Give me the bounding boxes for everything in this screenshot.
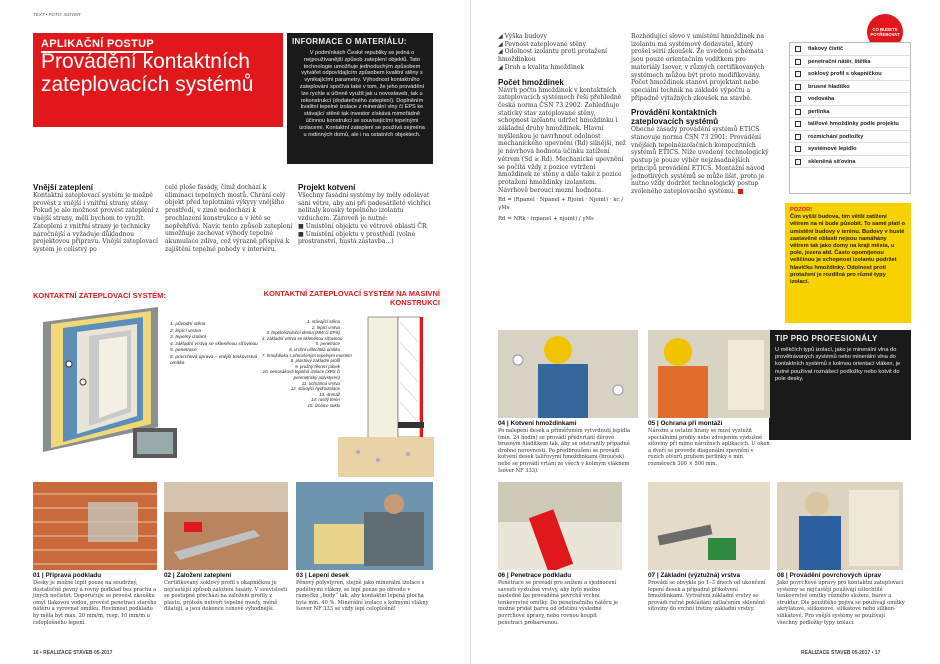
caption-step-5: 05 | Ochrana při montáži Nárožní a ostatní hrany se musí vyztužit speciálními profily nebo zdvojením výztužné síťoviny při mimo nárožních aplikacích. U oken a dveří se provede diagonální zpevnění v rozích otvorů pruhem perlinky o min. rozměrech 300 × 500 mm. [648, 420, 770, 467]
caption-step-1: 01 | Příprava podkladu Desky je možné lepit pouze na soudržný, dostatečně pevný a rovný podklad bez prachu a jiných nečistot. Doporučuje se provést zkoušku omýt tlakovou vodou, provést penetraci starého nátěru a vyrovnat omítku. Rovinnost podkladu by měla být max. 20 mm/m, resp. 10 mm/m u celoplošného lepení. [33, 572, 157, 626]
factor-4: ◢ Druh a kvalita hmoždinek [498, 63, 585, 71]
caption-step-6: 06 | Penetrace podkladu Penetrace se provádí pro snížení a sjednocení savosti výztužné vrstvy, aby bylo možno následně lze prováděná povrchů vrchní tenkovrstvé omítky. Do penetračního nátěru je možné přidat barvu od odstínu výsledné povrchové úpravy, nebo rovnou koupit penetraci probarvenou. [498, 572, 618, 626]
anchoring-bullet-2: ■ Umístění objektu v prostředí (volné prostranství, hustá zástavba...) [298, 230, 416, 246]
anchoring-bullet-1: ■ Umístění objektu ve větrové oblasti ČR [298, 222, 427, 230]
caption-step-8: 08 | Provádění povrchových úprav Jako povrchové úpravy pro kontaktní zateplovací systémy se nejčastěji používají ušlechtilé tenkovrstvé omítky různého složení, barev a struktur. Dle použitého pojiva se používají omítky akrylátové, silikonové, silikátové nebo silikon-silikátové. Pro vnější systémy se používají všechny podložky typy izolací. [777, 572, 905, 626]
checklist-item[interactable]: talířové hmoždinky podle projektu [790, 118, 910, 131]
pro-tip-text: U měkčích typů izolací, jako je minerální vlna do provětrávaných systémů nebo minerální vlna do kontaktních systémů s kolmou orientací vláken, je nutné používat roznášecí podložky nebo kotvit do pole desky. [775, 347, 901, 382]
diagram-left-title: KONTAKTNÍ ZATEPLOVACÍ SYSTÉM: [33, 291, 166, 300]
header-credit: TEXT • FOTO: ISOVER [33, 12, 81, 17]
formula-1: Rd = (Rpanel · Npanel + Rjoint · Njoint) · kc / γMs [498, 197, 624, 212]
photo-surface-preparation [33, 482, 157, 570]
checklist-item[interactable]: soklový profil s okapničkou [790, 68, 910, 81]
photo-edge-protection [648, 330, 770, 418]
footer-left: 16 • REALIZACE STAVEB 05-2017 [33, 650, 113, 656]
diagram-right-title: KONTAKTNÍ ZATEPLOVACÍ SYSTÉM NA MASIVNÍ KONSTRUKCI [263, 289, 440, 307]
section-text-anchoring: Všechny fasádní systémy by měly odolávat sání větru, aby ani při padesátileté vichřici nelítaly kousky tepelného izolantu vzduchem. Zároveň je nutné: [298, 192, 431, 223]
caption-step-2: 02 | Založení zateplení Certifikovaný soklový profil s okapničkou je nejčastější způsob založení fasády. V souvislosti se postupně přechází na založení profily z plastu, protože netvoří tepelné mosty, méně dilatují, a jsou dokonce cenově výhodnější. [164, 572, 287, 613]
info-text: V podmínkách České republiky se jedná o nejpoužívanější způsob zateplení objektů. Tato technologie umožňuje jednoduchým způsobem vytvářet odpovídajícím způsobem kvalitní stěny s vynikajícími parametry. Výhodnost kontaktního zateplování spočívá také v tom, že jeho provádění lze rychle a účinně využít jak u novostaveb, tak u rekonstrukcí (dodatečného zateplení). Doplněním kvalitní tepelné izolace z minerální vlny či EPS ke stávající stěně tak investor získává mimořádně účinnou konstrukci se souvisejícími tepelnými izolacemi. Kontaktní zateplení se používá zejména u rodinných domů, ale i na ostatních objektech. [299, 50, 425, 138]
pro-tip-title: TIP PRO PROFESIONÁLY [775, 334, 878, 343]
column-3 [298, 183, 433, 246]
photo-base-layer [648, 482, 770, 570]
diagram-right-labels: 1. stávající stěna 2. lepicí vrstva 3. tepelněizolační deska (MW či EPS) 4. základní vrstva se skleněnou síťovinou 5. penetrace 6. vrchní ušlechtilá omítka 7. hmoždinka s přerušeným tepelným mostem 8. plastový základní profil 9. pružný těsnicí pásek 10. nenasákavá tepelná izolace (XPS či perimetrický polystyren) 11. ochranná vrstva 12. stávající hydroizolace 13. drenáž 14. rostlý terén 15. izolace soklu [262, 319, 352, 408]
checklist-item[interactable]: penetrační nátěr, štětka [790, 56, 910, 69]
right-page [470, 0, 940, 664]
checklist-item[interactable]: skleněná síťovina [790, 156, 910, 169]
right-column-2 [631, 33, 771, 196]
caption-step-4: 04 | Kotvení hmoždinkami Po nalepení desek a přiměřeném vytvrdnutí lepidla (min. 24 hodin) se provádí předvrtání děrové brusným hladítkem tak, aby se odstranily případné drobné nerovnosti. Po předbroušení se provádí kotvení desek talířovými hmoždinkami (brouček) nebo se provádí vrtání ze všech v kolmým vláknem Isover NF 333). [498, 420, 630, 474]
factor-1: ◢ Výška budovy [498, 33, 547, 40]
section-title-exterior: Vnější zateplení [33, 183, 94, 192]
kicker: APLIKAČNÍ POSTUP [41, 38, 154, 53]
footer-right: REALIZACE STAVEB 05-2017 • 17 [801, 650, 881, 656]
info-title: INFORMACE O MATERIÁLU: [292, 37, 407, 46]
photo-finish-render [777, 482, 903, 570]
caption-step-3: 03 | Lepení desek Pěnový polystyren, stejně jako minerální izolace s podélnými vlákny, se lepí pouze po obvodu v rámečku „body“ tak, aby kontaktní lepená plocha byla min. 40 %. Minerální izolace s kolmými vlákny Isover NF 333 se vždy lepí celoplošně! [296, 572, 429, 613]
section-text-dowels: Návrh počtu hmoždinek v kontaktních zateplovacích systémech řeší přehledně česká norma ČSN 73 2902. Zohledňuje statický stav zateplované stěny, schopnost izolantu udržet hmoždinku i základní druhy hmoždinek. Hlavní myšlenkou je navrhnout odolnost mechanického upevnění (Rd) silnější, než je návrhová hodnota účinku zatížení větrem (Sd ≥ Rd). Mechanické upevnění se počítá vždy z pozice vytržení hmoždinek ze stěny a dále také z pozice protažení hmoždinky izolantem. Návrhově beroucí mezní hodnotu. [498, 86, 627, 194]
diagram-left-labels: 1. původní stěna 2. lepící vrstva 3. tepelný izolant 4. základní vrstva se skleněnou síťovinou 5. penetrace 6. povrchová úprava – vnější tenkovrstvá omítka [170, 322, 258, 366]
formula-2: Rd = NRk · (npanel + njoint) / γMs [498, 215, 594, 222]
checklist-item[interactable]: systémové lepidlo [790, 143, 910, 156]
title-block [33, 33, 283, 127]
section-title-dowels: Počet hmoždinek [498, 77, 564, 87]
info-box [287, 33, 433, 164]
right-column-1 [498, 33, 628, 223]
column-2 [165, 184, 293, 253]
photo-priming [498, 482, 622, 570]
warning-title: POZOR! [790, 207, 813, 213]
photo-dowel-anchoring [498, 330, 638, 418]
section-text-exterior-cont: celé ploše fasády, čímž dochází k eliminaci tepelných mostů. Chrání celý objekt před teplotními výkyvy vnějšího prostředí, v zimě nedochází k prochlazení konstrukce a v létě se nepřehřívá. Navíc tento způsob zateplení umožňuje zachovat výhody tepelné akumulace zdiva, což výrazně přispívá k zajištění tepelné pohody v interiéru. [165, 184, 293, 253]
section-text-exterior: Kontaktní zateplovací systém je možné provést z vnější i vnitřní strany stěny. Pokud je ale možnost provést zateplení z vnější strany, měli bychom to využít. Zateplení z vnitřní strany je technicky náročnější a vyžaduje důkladnou projektovou přípravu. Vnější zateplovací systém je celistvý po [33, 192, 159, 253]
checklist-item[interactable]: tlakový čistič [790, 43, 910, 56]
checklist-item[interactable]: brusné hladítko [790, 81, 910, 94]
photo-base-profile [164, 482, 288, 570]
etics-section-drawing [338, 312, 434, 477]
warning-text: Čím vyšší budova, tím větší zatížení větrem na ni bude působit. To samé platí o umístění budovy v terénu. Budovy v husté zastavěné oblasti nejsou namáhány větrem tak jako domy na kraji města, u pole, jezera atd. Často opomíjenou veličinou je schopnost izolantu podržet hlavičku hmoždinky. Odolnost proti protažení je rozdílná pro různé typy izolací. [790, 214, 905, 286]
pro-tip-box [769, 330, 911, 440]
section-text-etics: Obecné zásady provádění systémů ETICS stanovuje norma ČSN 73 2901: Provádění vnějších tepelněizolačních kompozitních systémů ETICS. Níže uvedený technologický postup je pouze výběr nejzásadnějších principů provádění ETICS. Montážní návod jednotlivých systémů se může lišit, proto je nutno vždy dodržet technologický postup zvoleného zateplovacího systému. [631, 126, 769, 195]
section-text-dowels-cont: Rozhodující slovo v umístění hmoždinek na izolantu má systémový dodavatel, který prošel sérií zkoušek. Ze uvedená schémata jsou pouze orientačním vodítkem pro materiály Isover, v různých certifikovaných systémech můžou být proto modifikovány. Počet hmoždinek stanoví projektant nebo speciální technik na základě výpočtu a připadně výtažných zkoušek na stavbě. [631, 33, 765, 102]
checklist-item[interactable]: rozmíchání podložky [790, 131, 910, 144]
warning-box [785, 203, 911, 323]
factor-2: ◢ Pevnost zateplované stěny [498, 40, 587, 48]
caption-step-7: 07 | Základní (výztužná) vrstva Provádí se obvykle po 1–3 dnech od ukončení lepení desek a případně přikotvení hmoždinkami. Vytváření základní vrstvy se provádí ručně pokládání zatlačením skleněné síťoviny do vrchní třetiny základní vrstvy. [648, 572, 766, 613]
need-badge: CO BUDETE POTŘEBOVAT [867, 14, 903, 50]
section-title-etics: Provádění kontaktních zateplovacích systémů [631, 108, 719, 127]
tool-checklist [789, 42, 911, 194]
checklist-item[interactable]: vodováha [790, 93, 910, 106]
page-title: Provádění kontaktních zateplovacích systémů [41, 50, 254, 96]
section-title-anchoring: Projekt kotvení [298, 183, 356, 192]
etics-layers-illustration [33, 302, 183, 467]
factor-3: ◢ Odolnost izolantu proti protažení hmoždinkou [498, 48, 607, 64]
checklist-item[interactable]: perlinka [790, 106, 910, 119]
photo-board-gluing [296, 482, 433, 570]
column-1 [33, 183, 161, 254]
